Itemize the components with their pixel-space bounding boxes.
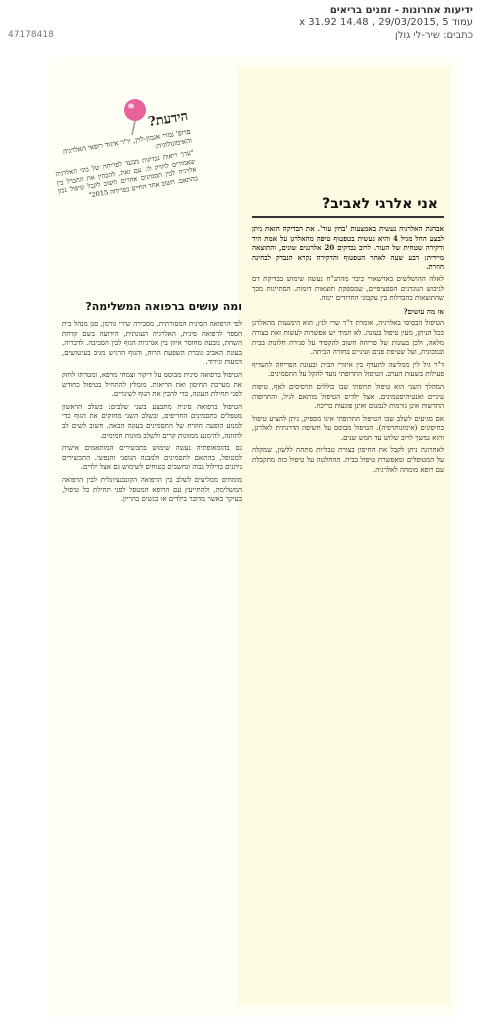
sidebar-title: הידעת? xyxy=(147,109,190,131)
sidebar-byline: פרופ' נמרי אגמון-לוין, יו"ר איגוד רופאי האלרגיה והאימונולוגיה: xyxy=(62,127,193,156)
article-paragraph: מומחים ממליצים לשלב בין הרפואה הקונבנציונלית לבין הרפואה המשלימה, ולהתייעץ עם הרופא המטפל לפני תחילת כל טיפול, בעיקר כאשר מדובר בילדים או בנשים בהריון. xyxy=(62,475,242,504)
article-paragraph: המהלך השני הוא טיפול תרופתי שבו כוללים תרסיסים לאף, טיפות עיניים ואנטיהיסטמינים. אצל ילדים הטיפול מותאם לגיל, והתרופות החדשות אינן גורמות לנמנום ואינן פוגעות בריכוז. xyxy=(252,382,444,411)
article-title: אני אלרגי לאביב? xyxy=(322,196,438,212)
article-paragraph: לאחרונה ניתן לקבל את החיסון בצורת טבליות מתחת ללשון, שמקלה על המטופלים ומאפשרת טיפול בבית. ההחלטה על טיפול כזה מתקבלת עם רופא מומחה לאלרגיה. xyxy=(252,446,444,474)
article-lead: אבחנת האלרגיה נעשית באמצעות 'בחין עור'. את הבדיקה הזאת ניתן לבצע החל מגיל 4 והיא נעשית בטפטוף טיפה מהאלרגן על אמת היד ודקירה שטחית של העור. לרוב נבדקים 20 אלרגנים שונים, והתוצאה מיידית: רבע שעה לאחר הטפטוף והדקירה נקרא הנבדק לבחינה חוזרת. xyxy=(252,224,444,272)
did-you-know-box xyxy=(48,108,211,288)
document-header xyxy=(0,0,483,46)
article-paragraph: לאלה ההושלשים באוישארי כיבר מהתנ"ח נעשה שימוש בבדיקת דם לגיבוש הנוגדנים הספציפיים, שמספקת תוצאות דומות. הסתייגות מכך שהתוצאות בהבדלות בין עקבוני החרודים יימה. xyxy=(252,274,444,303)
article-paragraph: לפי הרפואה הסינית המסורתית, מסבירה שירי גורמן, סגן מנהל בית הספר לרפואה סינית, האלרגיה העונתית, הידועה בשם קדחת השחת, נובעת מחוסר איזון בין אנרגיות הגוף לבין הסביבה. לדבריה, בעונת האביב גוברת השפעת הרוח, והגוף הרגיש מגיב בעיטושים, דמעות וגירוד. xyxy=(62,320,242,367)
sidebar-body: "ערך ריאות נבדקות מבעד לפריחה של בוני האלרגיה שאמורים להזיק לו. עם זאת, להבחין את ההבדל בין אלרגיה לבין תסמינים אחרים חשוב לקבל טיפול נכון בהתאם. חשוב אחד החיים בפריחה 2015" xyxy=(54,148,199,200)
author-line: כתבים: שיר-לי גולן xyxy=(395,30,473,41)
article-paragraph: גם בהומאופתיה נעשה שימוש בתכשירים המותאמים אישית למטופל, בהתאם לתסמינים ולמבנה הגופני והנפשי. התכשירים ניתנים בדילול גבוה ונחשבים בטוחים לשימוש גם אצל ילדים. xyxy=(62,444,242,472)
article-paragraph: ד"ר גיל לין ממליצה לתעדף בין איזורי הבית ובעונת הפריחה להעדיף פעילות בשעות הערב. הטיפול התרופתי נועד להקל על התסמינים. xyxy=(252,360,444,379)
article-paragraph: הטיפול הבסיסי באלרגיה, אומרת ד"ר שרי לנץ, הוא הימנעות מהאלרגן ככל הניתן, מעין טיפול בעונה. לא תמיד יש אפשרות לעשות זאת בצורה מלאה, ולכן בעונות של פריחה חשוב להקפיד על סגירת חלונות בבית ובמכונית, ועל שטיפת פנים ועיניים בחזרה הביתה. xyxy=(252,319,444,357)
section-title: ומה עושים ברפואה המשלימה? xyxy=(85,300,242,313)
title-rule xyxy=(252,216,444,218)
article-paragraph: אם מגיעים לשלב שבו הטיפול התרופתי אינו מספיק, ניתן להציע טיפול בחיסונים (אימונותרפיה). הטיפול מבוסס על חשיפה הדרגתית לאלרגן, והוא נמשך לרוב שלוש עד חמש שנים. xyxy=(252,414,444,442)
publication-name: ידיעות אחרונות - זמנים בריאים xyxy=(329,5,473,16)
article-column-left xyxy=(62,320,242,1015)
article-subheading: אז מה עושים? xyxy=(403,306,444,316)
article-column-right xyxy=(252,224,444,1014)
article-paragraph: הטיפול ברפואה סינית מבוסס על דיקור וצמחי מרפא, ומטרתו לחזק את מערכת החיסון ואת הריאות. מומלץ להתחיל בטיפול כחודש לפני תחילת העונה, כדי להכין את הגוף לשינויים. xyxy=(62,370,242,399)
publication-meta: עמוד 5 ,29/03/2015 , 14.48 x 31.92 xyxy=(299,17,473,28)
article-paragraph: הטיפול ברפואה סינית מתבצע בשני שלבים: בשלב הראשון מטפלים בתסמינים החריפים, ובשלב השני מחזקים את הגוף כדי למנוע הופעה חוזרת של התסמינים בעונה הבאה. חשוב לשים לב לתזונה, להימנע ממזונות קרים ולשלב מזונות חמימים. xyxy=(62,402,242,440)
document-id: 47178418 xyxy=(8,30,54,40)
